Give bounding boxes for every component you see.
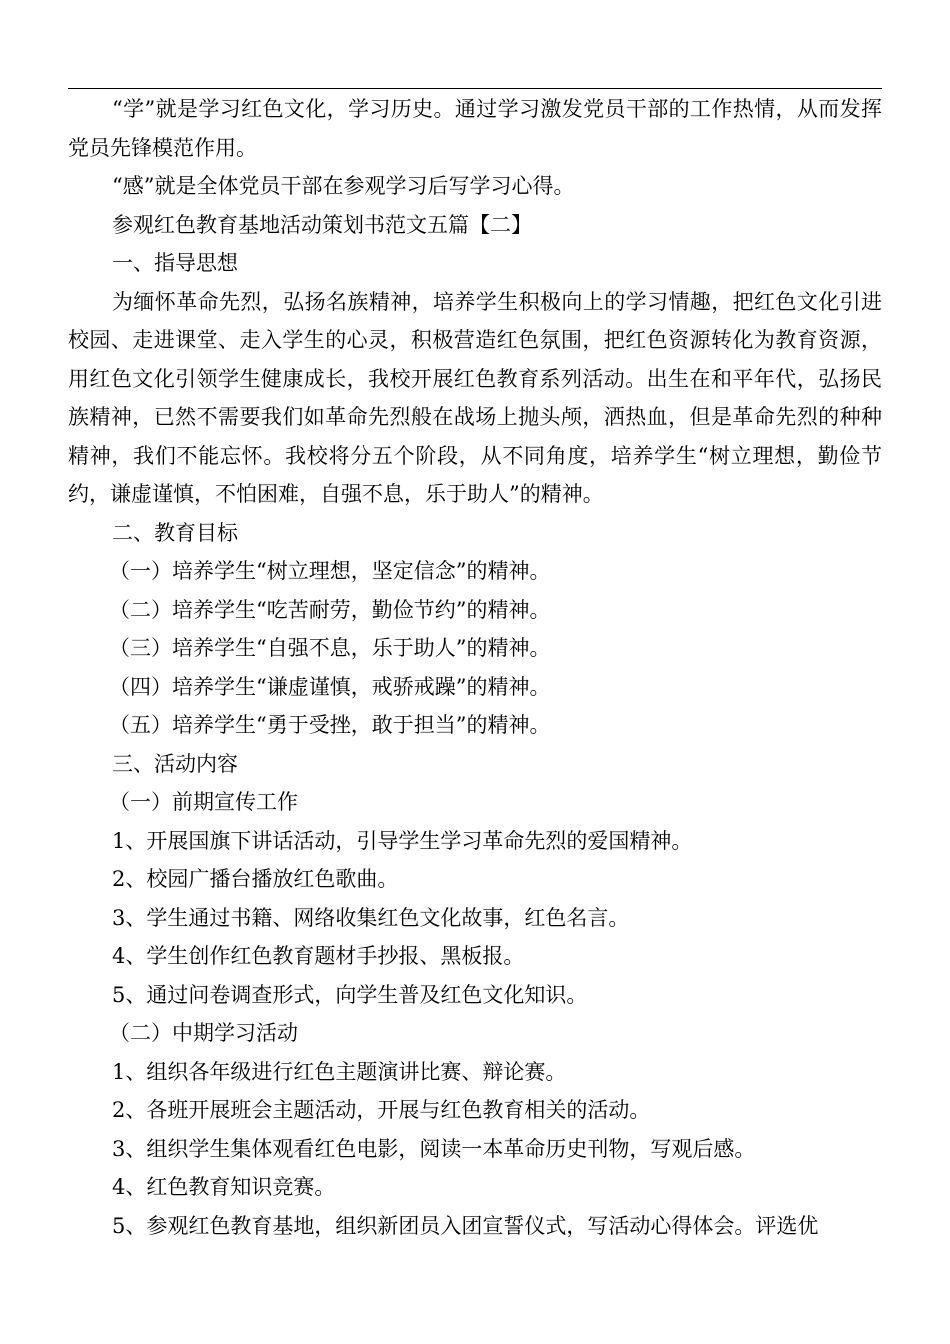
document-body xyxy=(68,90,882,1245)
header-rule xyxy=(68,88,882,89)
paragraph-xue: “学”就是学习红色文化，学习历史。通过学习激发党员干部的工作热情，从而发挥党员先锋模范作用。 xyxy=(68,97,882,160)
goal-item: （一）培养学生“树立理想，坚定信念”的精神。 xyxy=(109,559,551,583)
section-title: 参观红色教育基地活动策划书范文五篇【二】 xyxy=(112,212,532,237)
paragraph-gan: “感”就是全体党员干部在参观学习后写学习心得。 xyxy=(112,174,575,198)
list-item: 2、各班开展班会主题活动，开展与红色教育相关的活动。 xyxy=(112,1098,651,1122)
goal-item: （三）培养学生“自强不息，乐于助人”的精神。 xyxy=(109,636,551,660)
goal-item: （二）培养学生“吃苦耐劳，勤俭节约”的精神。 xyxy=(109,597,551,622)
heading-activity-content: 三、活动内容 xyxy=(112,751,238,776)
subheading-mid-term-study: （二）中期学习活动 xyxy=(109,1021,298,1045)
list-item: 1、开展国旗下讲话活动，引导学生学习革命先烈的爱国精神。 xyxy=(112,828,693,853)
list-item: 4、学生创作红色教育题材手抄报、黑板报。 xyxy=(112,944,525,968)
subheading-early-publicity: （一）前期宣传工作 xyxy=(109,790,298,814)
list-item: 3、组织学生集体观看红色电影，阅读一本革命历史刊物，写观后感。 xyxy=(112,1136,756,1161)
list-item: 2、校园广播台播放红色歌曲。 xyxy=(112,867,399,891)
list-item: 4、红色教育知识竞赛。 xyxy=(112,1175,336,1199)
goal-item: （四）培养学生“谦虚谨慎，戒骄戒躁”的精神。 xyxy=(109,674,551,699)
list-item: 5、通过问卷调查形式，向学生普及红色文化知识。 xyxy=(112,982,588,1007)
paragraph-guiding-thought: 为缅怀革命先烈，弘扬名族精神，培养学生积极向上的学习情趣，把红色文化引进校园、走进课堂、走入学生的心灵，积极营造红色氛围，把红色资源转化为教育资源，用红色文化引领学生健康成长，我校开展红色教育系列活动。出生在和平年代，弘扬民族精神，已然不需要我们如革命先烈般在战场上抛头颅，洒热血，但是革命先烈的种种精神，我们不能忘怀。我校将分五个阶段，从不同角度，培养学生“树立理想，勤俭节约，谦虚谨慎，不怕困难，自强不息，乐于助人”的精神。 xyxy=(68,289,882,506)
heading-education-goals: 二、教育目标 xyxy=(112,520,238,545)
list-item: 3、学生通过书籍、网络收集红色文化故事，红色名言。 xyxy=(112,905,630,930)
heading-guiding-thought: 一、指导思想 xyxy=(112,251,238,275)
goal-item: （五）培养学生“勇于受挫，敢于担当”的精神。 xyxy=(109,713,551,737)
list-item: 5、参观红色教育基地，组织新团员入团宣誓仪式，写活动心得体会。评选优 xyxy=(112,1213,819,1238)
list-item: 1、组织各年级进行红色主题演讲比赛、辩论赛。 xyxy=(112,1059,567,1084)
